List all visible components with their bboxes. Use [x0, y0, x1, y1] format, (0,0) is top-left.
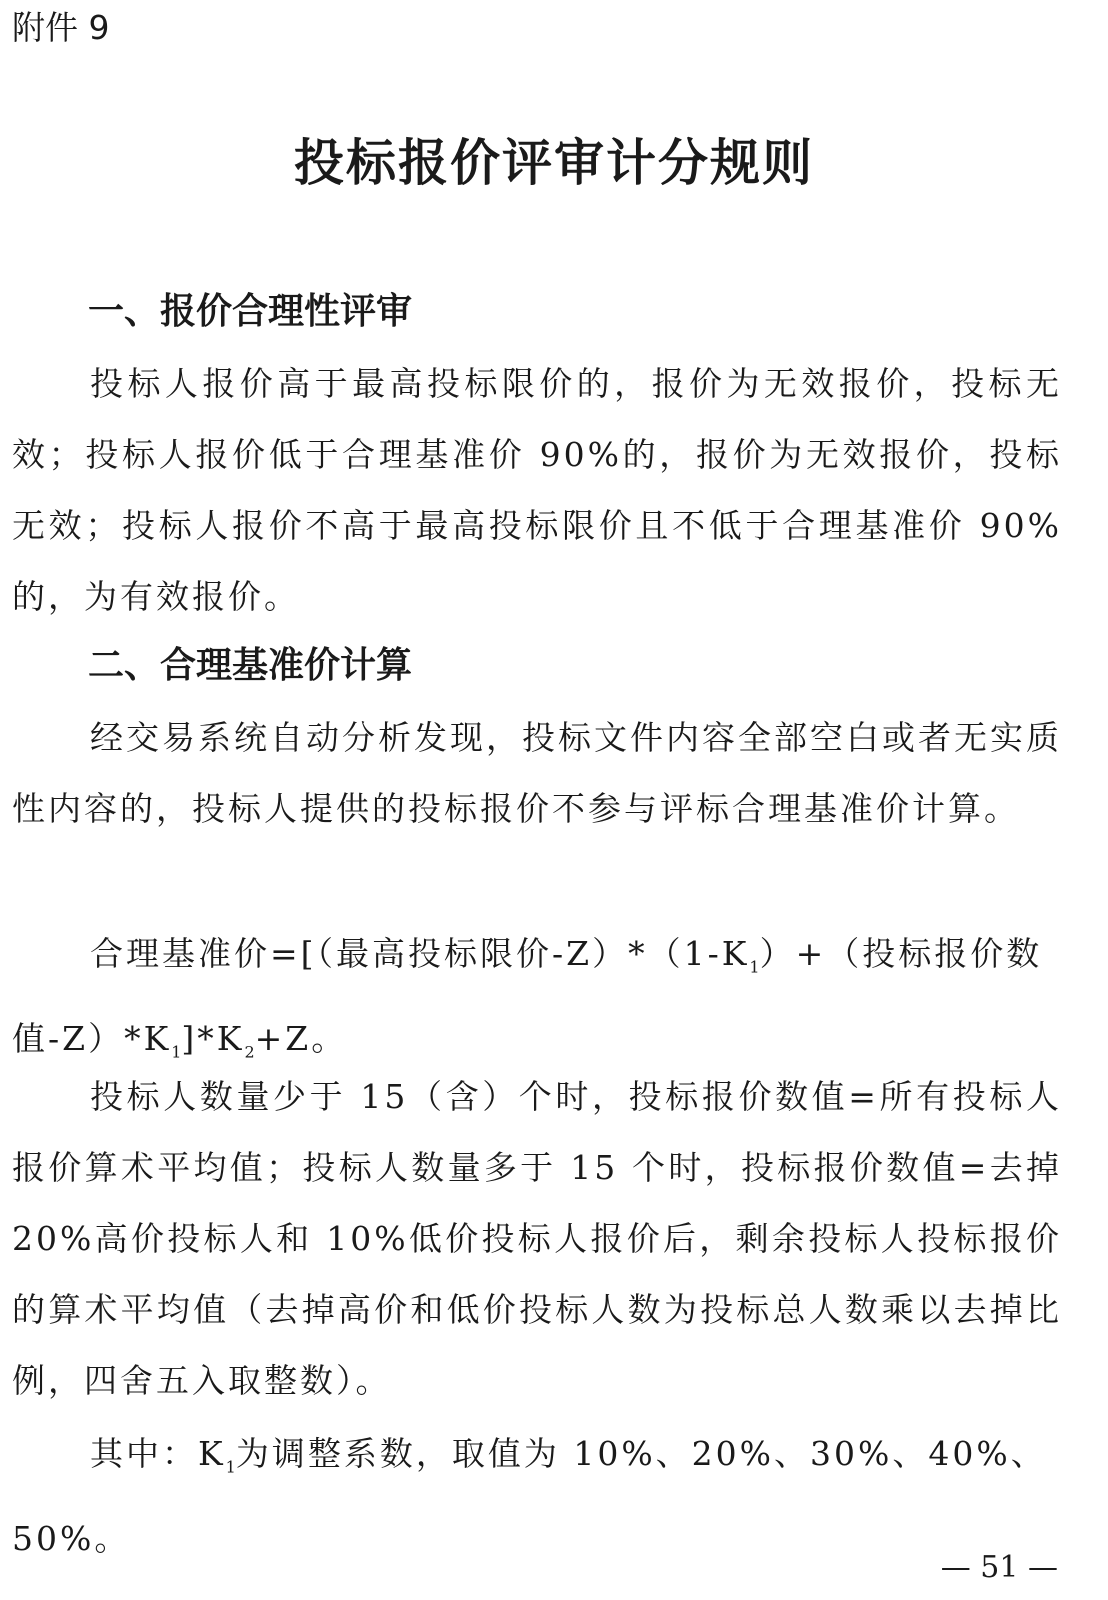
- k1-note: [12, 1418, 1062, 1574]
- formula-part-4: +Z。: [254, 1018, 348, 1058]
- formula-part-2: ）+（投标报价数值-Z）*K: [12, 934, 1043, 1058]
- attachment-label: 附件 9: [12, 8, 110, 47]
- k1-note-sub: 1: [225, 1457, 236, 1477]
- formula-sub-3: 2: [244, 1042, 255, 1062]
- formula-sub-2: 1: [171, 1042, 182, 1062]
- paragraph-benchmark: 经交易系统自动分析发现，投标文件内容全部空白或者无实质性内容的，投标人提供的投标报价不参与评标合理基准价计算。: [12, 718, 1062, 828]
- section-heading-price-review: 一、报价合理性评审: [88, 291, 413, 332]
- formula-sub-1: 1: [749, 957, 760, 977]
- section-heading-benchmark: 二、合理基准价计算: [88, 645, 413, 686]
- document-title: 投标报价评审计分规则: [294, 134, 814, 192]
- formula-part-3: ]*K: [181, 1018, 245, 1058]
- paragraph-price-review: 投标人报价高于最高投标限价的，报价为无效报价，投标无效；投标人报价低于合理基准价 90%的，报价为无效报价，投标无效；投标人报价不高于最高投标限价且不低于合理基准价 90%的，为有效报价。: [12, 364, 1062, 616]
- k1-note-suffix: 为调整系数，取值为 10%、20%、30%、40%、50%。: [12, 1434, 1047, 1558]
- paragraph-bidder-count: 投标人数量少于 15（含）个时，投标报价数值=所有投标人报价算术平均值；投标人数量多于 15 个时，投标报价数值=去掉 20%高价投标人和 10%低价投标人报价后，剩余投标人投标报价的算术平均值（去掉高价和低价投标人数为投标总人数乘以去掉比例，四舍五入取整数）。: [12, 1077, 1062, 1400]
- page-number: — 51 —: [940, 1550, 1058, 1585]
- k1-note-prefix: 其中：K: [90, 1434, 226, 1473]
- formula-part-1: 合理基准价=[（最高投标限价-Z）*（1-K: [90, 934, 750, 973]
